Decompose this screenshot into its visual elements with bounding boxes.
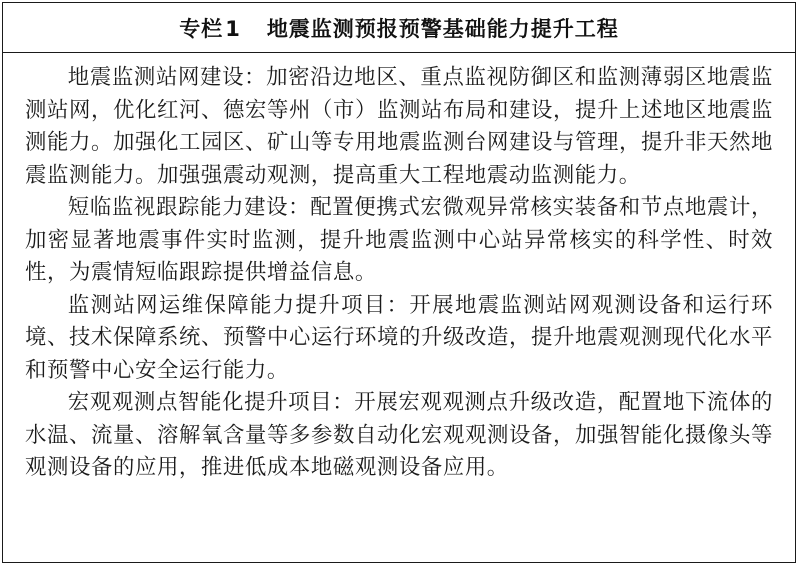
paragraph-monitoring-network: 地震监测站网建设：加密沿边地区、重点监视防御区和监测薄弱区地震监测站网，优化红河、德宏等州（市）监测站布局和建设，提升上述地区地震监测能力。加强化工园区、矿山等专用地震监测台网建设与管理，提升非天然地震监测能力。加强强震动观测，提高重大工程地震动监测能力。 bbox=[25, 65, 773, 188]
box-title bbox=[179, 13, 619, 43]
box-title-number: 1 bbox=[225, 16, 241, 41]
paragraph-macro-observation: 宏观观测点智能化提升项目：开展宏观观测点升级改造，配置地下流体的水温、流量、溶解氧含量等多参数自动化宏观观测设备，加强智能化摄像头等观测设备的应用，推进低成本地磁观测设备应用。 bbox=[25, 390, 773, 480]
box-body bbox=[3, 53, 795, 485]
sidebar-box bbox=[2, 2, 796, 563]
paragraph-short-term-tracking: 短临监视跟踪能力建设：配置便携式宏微观异常核实装备和节点地震计，加密显著地震事件实时监测，提升地震监测中心站异常核实的科学性、时效性，为震情短临跟踪提供增益信息。 bbox=[25, 195, 773, 285]
box-header bbox=[3, 3, 795, 53]
box-title-text: 地震监测预报预警基础能力提升工程 bbox=[266, 16, 619, 41]
box-title-prefix: 专栏 bbox=[179, 16, 224, 41]
paragraph-operations-maintenance: 监测站网运维保障能力提升项目：开展地震监测站网观测设备和运行环境、技术保障系统、预警中心运行环境的升级改造，提升地震观测现代化水平和预警中心安全运行能力。 bbox=[25, 292, 773, 383]
